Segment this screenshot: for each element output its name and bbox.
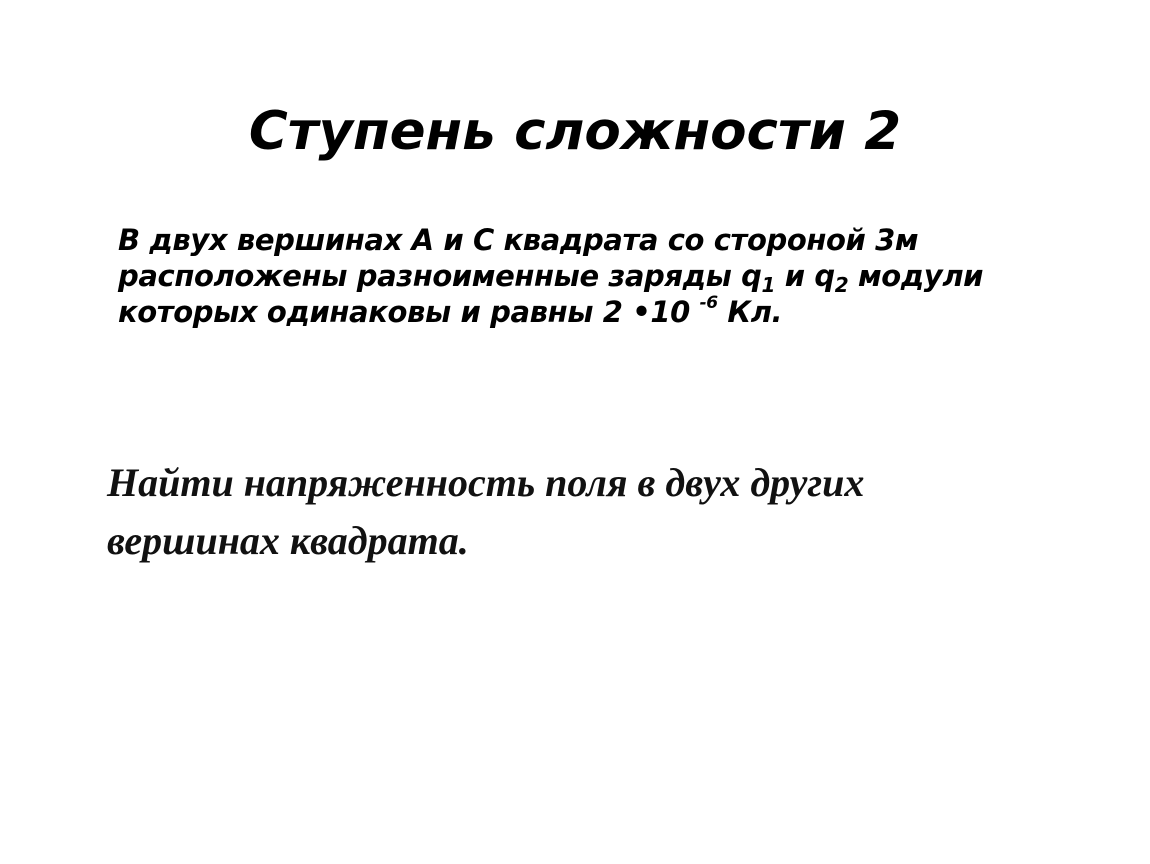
charge-subscript-2: 2 (834, 273, 849, 297)
problem-text: которых одинаковы и равны 2 •10 (118, 295, 700, 329)
slide-title: Ступень сложности 2 (248, 101, 902, 162)
problem-statement (118, 222, 1078, 330)
problem-line-1: В двух вершинах А и С квадрата со стороной 3м (118, 223, 919, 257)
problem-line-2 (118, 258, 1078, 297)
task-line-1: Найти напряженность поля в двух других (107, 460, 865, 505)
charge-subscript-1: 1 (761, 273, 776, 297)
problem-text: модули (848, 259, 984, 293)
task-line-2: вершинах квадрата. (107, 518, 469, 563)
problem-text: и q (775, 259, 835, 293)
problem-text: расположены разноименные заряды q (118, 259, 762, 293)
problem-text: Кл. (717, 295, 783, 329)
task-statement (107, 454, 1027, 570)
exponent-superscript: -6 (699, 293, 718, 313)
problem-line-3 (118, 294, 1078, 330)
